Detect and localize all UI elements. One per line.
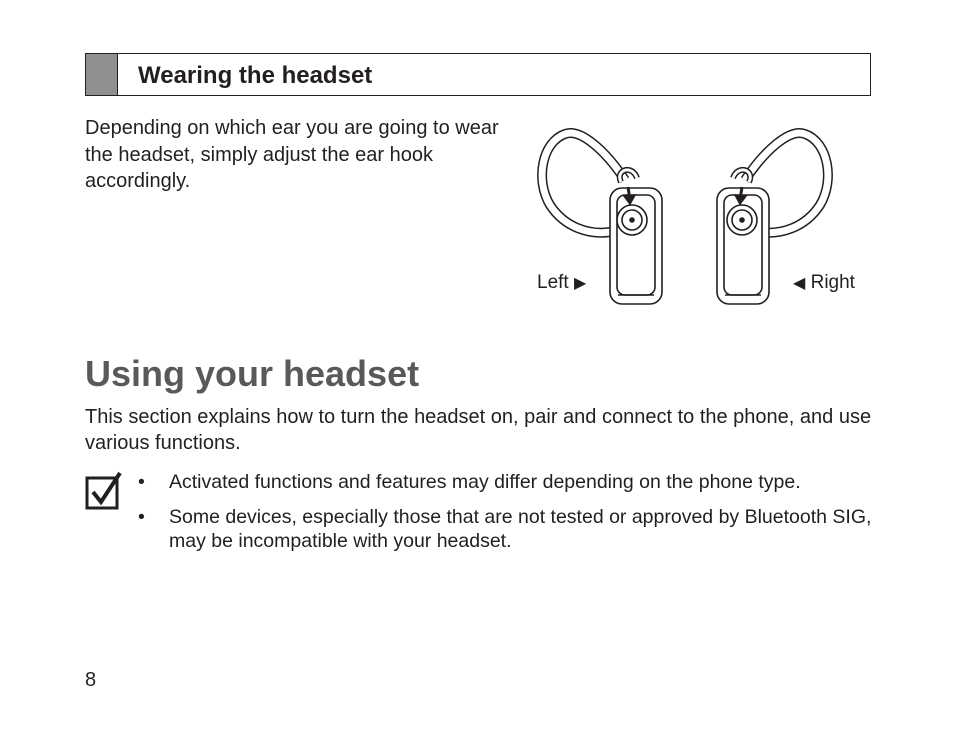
note-text: Some devices, especially those that are not tested or approved by Bluetooth SIG, may be incompatible with your headset. xyxy=(169,506,872,552)
right-pointer-icon: ▶ xyxy=(573,275,587,292)
note-list xyxy=(138,470,878,564)
bullet-icon: • xyxy=(138,471,145,493)
left-label xyxy=(537,272,586,295)
section-header xyxy=(85,53,871,96)
section-marker xyxy=(86,54,118,95)
right-label-text: Right xyxy=(810,272,855,293)
right-label xyxy=(793,272,855,295)
note-item xyxy=(138,505,878,553)
left-label-text: Left xyxy=(537,272,569,293)
bullet-icon: • xyxy=(138,506,145,528)
left-pointer-icon: ◀ xyxy=(793,275,806,292)
intro-paragraph: Depending on which ear you are going to wear the headset, simply adjust the ear hook accordingly. xyxy=(85,117,499,192)
page-number: 8 xyxy=(85,669,97,691)
note-text: Activated functions and features may differ depending on the phone type. xyxy=(169,471,801,493)
section-title: Wearing the headset xyxy=(138,62,373,89)
checkbox-note-icon xyxy=(85,470,123,510)
page-title: Using your headset xyxy=(85,353,420,394)
section-description: This section explains how to turn the headset on, pair and connect to the phone, and use various functions. xyxy=(85,406,872,454)
note-item xyxy=(138,470,878,494)
